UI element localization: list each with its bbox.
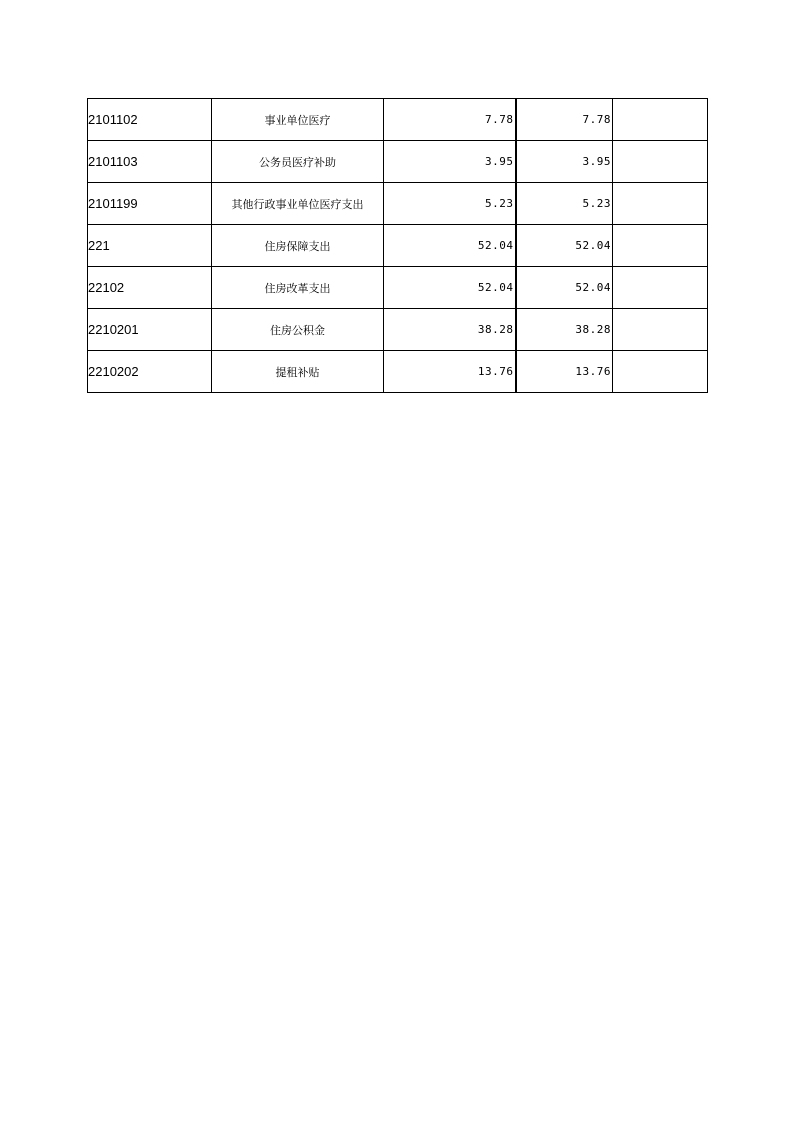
table-row — [88, 141, 708, 183]
subject-code: 221 — [88, 225, 212, 267]
basic-amount: 52.04 — [516, 267, 613, 309]
table-row — [88, 225, 708, 267]
total-amount: 38.28 — [384, 309, 516, 351]
subject-code: 22102 — [88, 267, 212, 309]
expenditure-table — [87, 98, 708, 393]
project-amount — [613, 141, 708, 183]
total-amount: 5.23 — [384, 183, 516, 225]
basic-amount: 3.95 — [516, 141, 613, 183]
table-row — [88, 183, 708, 225]
subject-name: 事业单位医疗 — [212, 99, 384, 141]
project-amount — [613, 351, 708, 393]
basic-amount: 5.23 — [516, 183, 613, 225]
project-amount — [613, 183, 708, 225]
subject-name: 其他行政事业单位医疗支出 — [212, 183, 384, 225]
subject-code: 2210202 — [88, 351, 212, 393]
subject-code: 2210201 — [88, 309, 212, 351]
subject-name: 公务员医疗补助 — [212, 141, 384, 183]
subject-code: 2101103 — [88, 141, 212, 183]
project-amount — [613, 99, 708, 141]
total-amount: 7.78 — [384, 99, 516, 141]
project-amount — [613, 225, 708, 267]
total-amount: 3.95 — [384, 141, 516, 183]
total-amount: 52.04 — [384, 225, 516, 267]
subject-name: 提租补贴 — [212, 351, 384, 393]
total-amount: 13.76 — [384, 351, 516, 393]
table-row — [88, 99, 708, 141]
project-amount — [613, 309, 708, 351]
basic-amount: 52.04 — [516, 225, 613, 267]
basic-amount: 13.76 — [516, 351, 613, 393]
basic-amount: 7.78 — [516, 99, 613, 141]
basic-amount: 38.28 — [516, 309, 613, 351]
subject-code: 2101199 — [88, 183, 212, 225]
total-amount: 52.04 — [384, 267, 516, 309]
subject-name: 住房改革支出 — [212, 267, 384, 309]
subject-name: 住房保障支出 — [212, 225, 384, 267]
subject-code: 2101102 — [88, 99, 212, 141]
table-row — [88, 267, 708, 309]
project-amount — [613, 267, 708, 309]
table-row — [88, 351, 708, 393]
table-row — [88, 309, 708, 351]
subject-name: 住房公积金 — [212, 309, 384, 351]
